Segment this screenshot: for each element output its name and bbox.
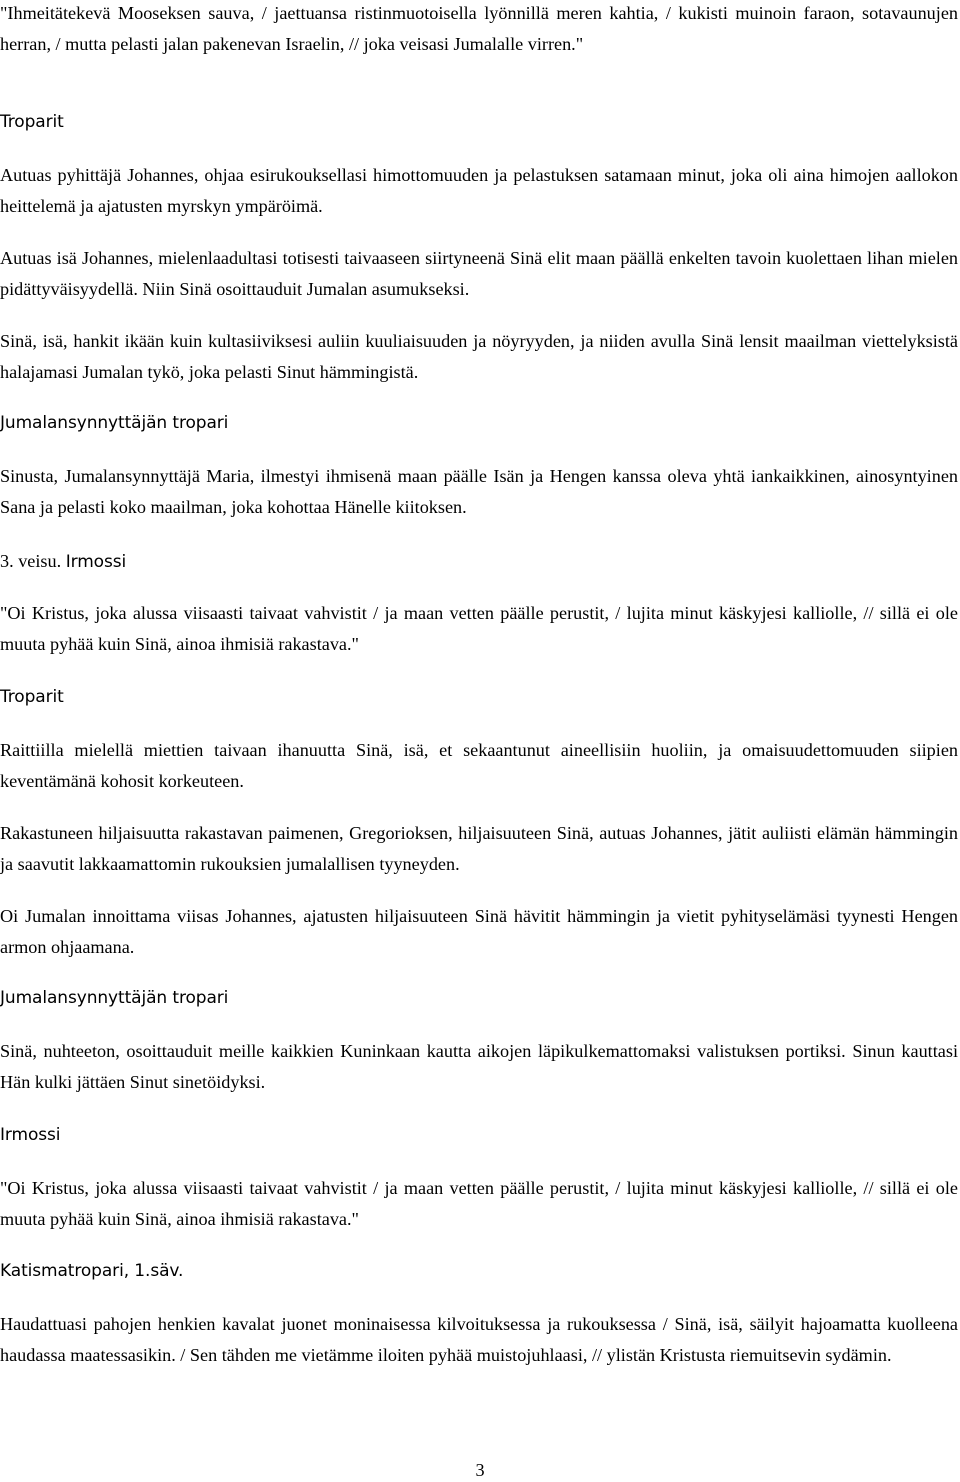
section-heading-troparit: Troparit [0, 112, 64, 132]
theotokion-paragraph: Sinusta, Jumalansynnyttäjä Maria, ilmestyi ihmisenä maan päälle Isän ja Hengen kanssa oleva yhtä iankaikkinen, ainosyntyinen Sana ja pelasti koko maailman, joka kohottaa Hänelle kiitoksen. [0, 466, 958, 517]
irmos-paragraph: "Ihmeitätekevä Mooseksen sauva, / jaettuansa ristinmuotoisella lyönnillä meren kahtia, / kukisti muinoin faraon, sotavaunujen herran, / mutta pelasti jalan pakenevan Israelin, // joka veisasi Jumalalle virren." [0, 3, 958, 54]
page-number: 3 [475, 1460, 485, 1480]
section-heading-katismatropari: Katismatropari, 1.säv. [0, 1261, 184, 1281]
ode-heading-irmos: Irmossi [65, 552, 127, 572]
troparion-paragraph-5: Rakastuneen hiljaisuutta rakastavan paimenen, Gregorioksen, hiljaisuuteen Sinä, autuas Johannes, jätit auliisti elämän hämmingin ja saavutit lakkaamattomin rukouksien jumalallisen tyyneyden. [0, 823, 958, 874]
section-heading-irmossi: Irmossi [0, 1125, 61, 1145]
irmos-paragraph-repeat: "Oi Kristus, joka alussa viisaasti taivaat vahvistit / ja maan vetten päälle perustit, / lujita minut käskyjesi kalliolle, // sillä ei ole muuta pyhää kuin Sinä, ainoa ihmisiä rakastava." [0, 1178, 958, 1229]
troparion-paragraph-1: Autuas pyhittäjä Johannes, ohjaa esirukouksellasi himottomuuden ja pelastuksen satamaan minut, joka oli aina himojen aallokon heittelemä ja ajatusten myrskyn ympäröimä. [0, 165, 958, 216]
katismatropari-paragraph: Haudattuasi pahojen henkien kavalat juonet moninaisessa kilvoituksessa ja rukouksessa / Sinä, isä, säilyit hajoamatta kuolleena haudassa maatessasikin. / Sen tähden me vietämme iloiten pyhää muistojuhlaasi, // ylistän Kristusta riemuitsevin sydämin. [0, 1314, 958, 1365]
troparion-paragraph-3: Sinä, isä, hankit ikään kuin kultasiiviksesi auliin kuuliaisuuden ja nöyryyden, ja niiden avulla Sinä lensit maailman viettelyksistä halajamasi Jumalan tykö, joka pelasti Sinut hämmingistä. [0, 331, 958, 382]
troparion-paragraph-2: Autuas isä Johannes, mielenlaadultasi totisesti taivaaseen siirtyneenä Sinä elit maan päällä enkelten tavoin kuolettaen lihan mielen pidättyväisyydellä. Niin Sinä osoittauduit Jumalan asumukseksi. [0, 248, 958, 299]
section-heading-theotokion-2: Jumalansynnyttäjän tropari [0, 988, 229, 1008]
ode-number: 3. veisu. [0, 551, 62, 571]
section-heading-troparit-2: Troparit [0, 687, 64, 707]
troparion-paragraph-6: Oi Jumalan innoittama viisas Johannes, ajatusten hiljaisuuteen Sinä hävitit hämmingin ja vietit pyhityselämäsi tyynesti Hengen armon ohjaamana. [0, 906, 958, 957]
section-heading-ode-3 [0, 546, 126, 578]
troparion-paragraph-4: Raittiilla mielellä miettien taivaan ihanuutta Sinä, isä, et sekaantunut aineellisiin huoliin, ja omaisuudettomuuden siipien keventämänä kohosit korkeuteen. [0, 740, 958, 791]
irmos-paragraph-ode-3: "Oi Kristus, joka alussa viisaasti taivaat vahvistit / ja maan vetten päälle perustit, / lujita minut käskyjesi kalliolle, // sillä ei ole muuta pyhää kuin Sinä, ainoa ihmisiä rakastava." [0, 603, 958, 654]
theotokion-paragraph-2: Sinä, nuhteeton, osoittauduit meille kaikkien Kuninkaan kautta aikojen läpikulkemattomaksi valistuksen portiksi. Sinun kauttasi Hän kulki jättäen Sinut sinetöidyksi. [0, 1041, 958, 1092]
section-heading-theotokion: Jumalansynnyttäjän tropari [0, 413, 229, 433]
